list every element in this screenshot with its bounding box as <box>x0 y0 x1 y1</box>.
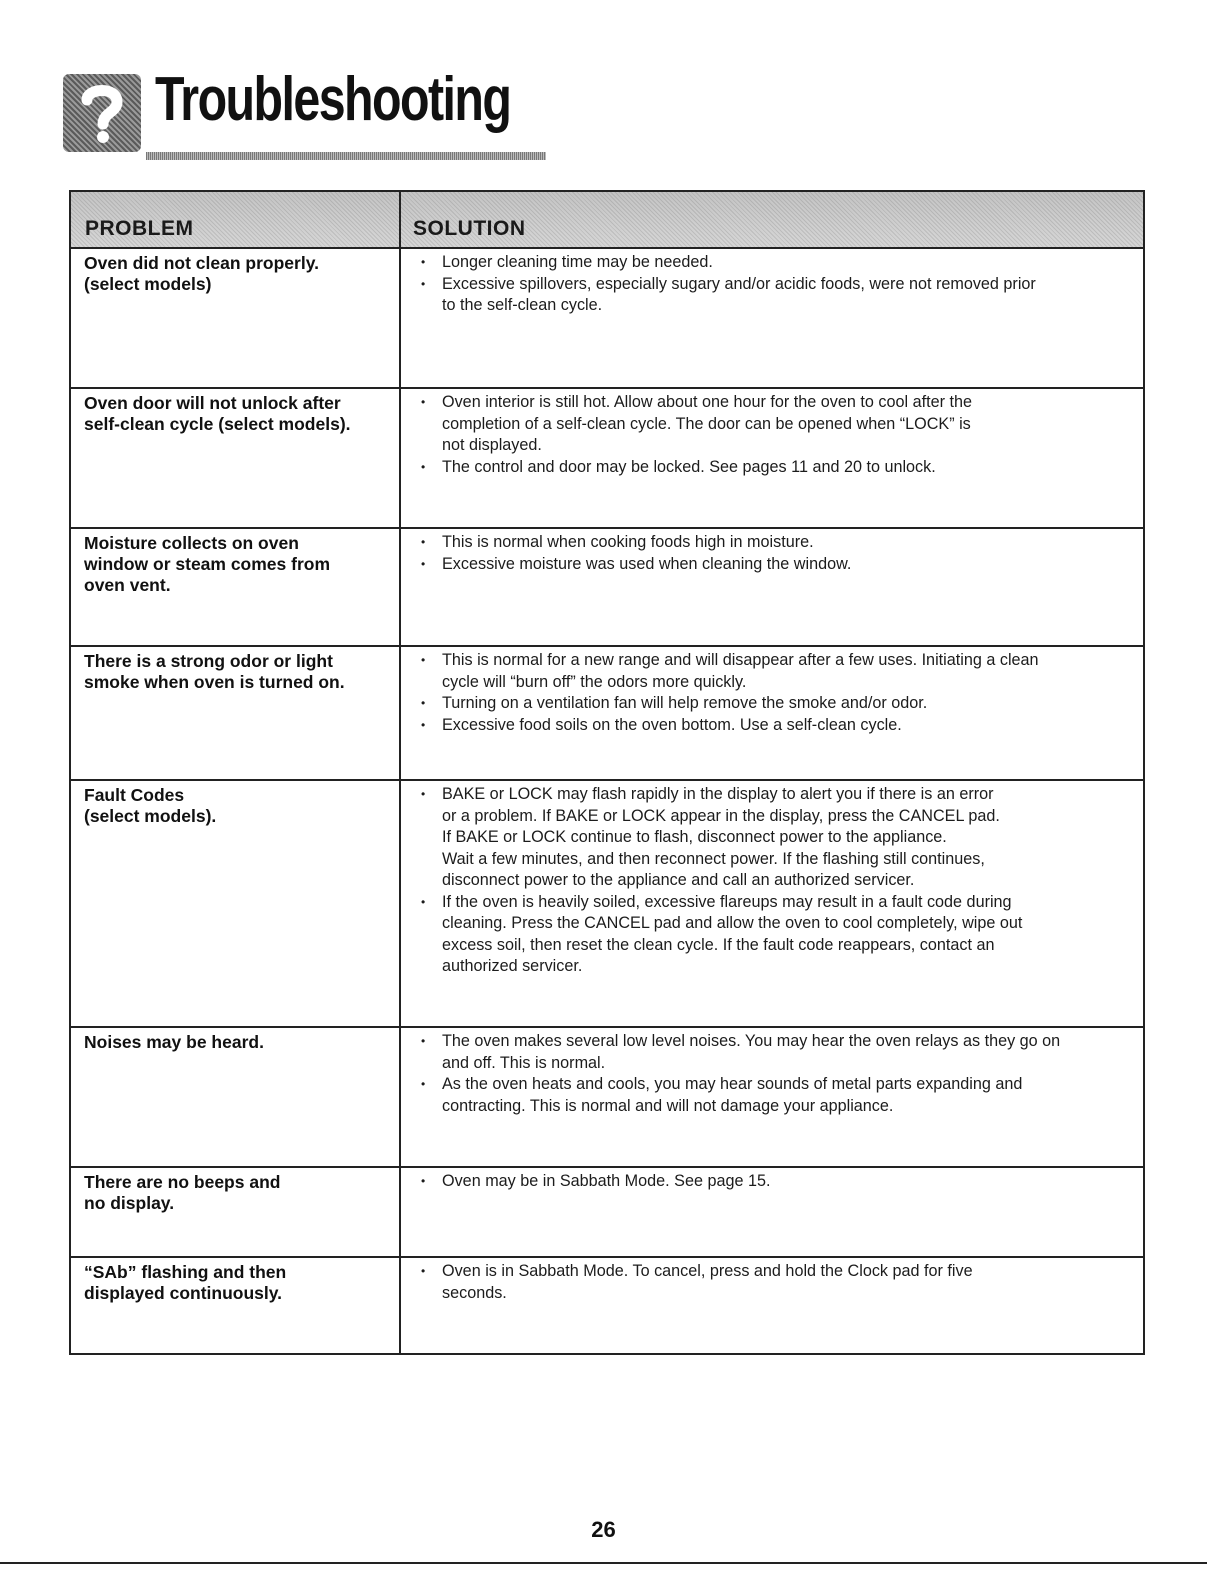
solution-text: • The control and door may be locked. See pages 11 and 20 to unlock. <box>442 457 936 476</box>
problem-cell <box>71 389 401 527</box>
solution-cell <box>401 1168 1143 1256</box>
solution-item <box>421 1031 1135 1074</box>
solution-text: • Longer cleaning time may be needed. <box>442 253 713 271</box>
column-header-solution: SOLUTION <box>413 217 526 240</box>
solution-list <box>421 252 1135 317</box>
problem-text: self-clean cycle (select models). <box>84 414 351 434</box>
problem-text: no display. <box>84 1193 175 1213</box>
solution-item <box>421 1074 1135 1117</box>
solution-text: • This is normal for a new range and will disappear after a few uses. Initiating a clean <box>442 651 1039 669</box>
troubleshooting-table <box>69 190 1145 1355</box>
problem-cell <box>71 1168 401 1256</box>
solution-item <box>421 457 1135 479</box>
solution-text: and off. This is normal. <box>442 1053 606 1072</box>
title-underline <box>146 152 546 160</box>
table-row <box>71 529 1143 647</box>
table-body <box>71 249 1143 1353</box>
column-header-problem: PROBLEM <box>71 192 401 247</box>
solution-item <box>421 715 1135 737</box>
solution-item <box>421 1171 1135 1193</box>
solution-text: disconnect power to the appliance and call an authorized servicer. <box>442 871 915 889</box>
solution-text: • Excessive food soils on the oven bottom. Use a self-clean cycle. <box>442 715 902 734</box>
solution-text: authorized servicer. <box>442 957 583 975</box>
problem-cell <box>71 781 401 1026</box>
solution-text: • Excessive moisture was used when cleaning the window. <box>442 554 852 573</box>
solution-text: contracting. This is normal and will not damage your appliance. <box>442 1096 894 1115</box>
solution-item <box>421 252 1135 274</box>
problem-text: Noises may be heard. <box>84 1032 264 1052</box>
table-row <box>71 647 1143 781</box>
solution-item <box>421 1261 1135 1304</box>
solution-text: not displayed. <box>442 436 542 454</box>
solution-cell <box>401 647 1143 779</box>
table-row <box>71 1258 1143 1353</box>
page-number: 26 <box>591 1517 616 1542</box>
solution-text: cycle will “burn off” the odors more quickly. <box>442 672 747 691</box>
solution-text: • Oven may be in Sabbath Mode. See page 15. <box>442 1172 771 1190</box>
solution-text: • Oven is in Sabbath Mode. To cancel, press and hold the Clock pad for five <box>442 1262 973 1280</box>
problem-cell <box>71 249 401 387</box>
problem-text: Fault Codes <box>84 785 185 805</box>
problem-text: window or steam comes from <box>84 554 331 574</box>
solution-text: • This is normal when cooking foods high in moisture. <box>442 533 814 551</box>
solution-text: • Excessive spillovers, especially sugary and/or acidic foods, were not removed prior <box>442 274 1036 293</box>
solution-item <box>421 650 1135 693</box>
solution-cell <box>401 529 1143 645</box>
question-mark-icon <box>63 74 141 152</box>
solution-list <box>421 784 1135 978</box>
problem-text: Moisture collects on oven <box>84 533 299 553</box>
problem-cell <box>71 529 401 645</box>
solution-list <box>421 650 1135 736</box>
bottom-rule <box>0 1562 1207 1564</box>
solution-text: • BAKE or LOCK may flash rapidly in the display to alert you if there is an error <box>442 785 994 803</box>
table-row <box>71 1028 1143 1168</box>
problem-text: displayed continuously. <box>84 1283 283 1303</box>
solution-cell <box>401 1258 1143 1353</box>
problem-text: oven vent. <box>84 575 171 595</box>
table-header <box>71 192 1143 249</box>
solution-text: or a problem. If BAKE or LOCK appear in the display, press the CANCEL pad. <box>442 806 1000 825</box>
problem-cell <box>71 1258 401 1353</box>
solution-item <box>421 532 1135 554</box>
solution-text: • The oven makes several low level noises. You may hear the oven relays as they go on <box>442 1032 1061 1050</box>
solution-cell <box>401 249 1143 387</box>
problem-text: “SAb” flashing and then <box>84 1262 287 1282</box>
solution-list <box>421 532 1135 575</box>
problem-text: (select models). <box>84 806 217 826</box>
solution-cell <box>401 389 1143 527</box>
solution-text: • Oven interior is still hot. Allow about one hour for the oven to cool after the <box>442 393 972 411</box>
solution-cell <box>401 781 1143 1026</box>
solution-item <box>421 784 1135 892</box>
table-row <box>71 389 1143 529</box>
problem-text: smoke when oven is turned on. <box>84 672 345 692</box>
table-row <box>71 1168 1143 1258</box>
solution-item <box>421 693 1135 715</box>
problem-text: (select models) <box>84 274 212 294</box>
solution-item <box>421 892 1135 978</box>
table-row <box>71 781 1143 1028</box>
solution-text: • As the oven heats and cools, you may hear sounds of metal parts expanding and <box>442 1075 1023 1093</box>
solution-item <box>421 554 1135 576</box>
solution-cell <box>401 1028 1143 1166</box>
solution-text: to the self-clean cycle. <box>442 296 603 314</box>
problem-text: There is a strong odor or light <box>84 651 333 671</box>
solution-item <box>421 392 1135 457</box>
table-row <box>71 249 1143 389</box>
solution-text: excess soil, then reset the clean cycle. If the fault code reappears, contact an <box>442 935 995 954</box>
page-title: Troubleshooting <box>155 65 511 134</box>
solution-text: cleaning. Press the CANCEL pad and allow the oven to cool completely, wipe out <box>442 914 1023 932</box>
solution-text: • If the oven is heavily soiled, excessive flareups may result in a fault code during <box>442 892 1012 911</box>
problem-cell <box>71 647 401 779</box>
solution-text: Wait a few minutes, and then reconnect power. If the flashing still continues, <box>442 849 985 868</box>
solution-list <box>421 1261 1135 1304</box>
solution-item <box>421 274 1135 317</box>
solution-list <box>421 1031 1135 1117</box>
solution-text: completion of a self-clean cycle. The door can be opened when “LOCK” is <box>442 414 971 433</box>
problem-text: Oven did not clean properly. <box>84 253 319 273</box>
solution-text: If BAKE or LOCK continue to flash, disconnect power to the appliance. <box>442 828 947 846</box>
solution-list <box>421 1171 1135 1193</box>
solution-text: • Turning on a ventilation fan will help remove the smoke and/or odor. <box>442 694 928 712</box>
solution-list <box>421 392 1135 478</box>
page-header <box>63 62 511 162</box>
problem-text: There are no beeps and <box>84 1172 281 1192</box>
solution-text: seconds. <box>442 1283 507 1302</box>
problem-text: Oven door will not unlock after <box>84 393 341 413</box>
problem-cell <box>71 1028 401 1166</box>
